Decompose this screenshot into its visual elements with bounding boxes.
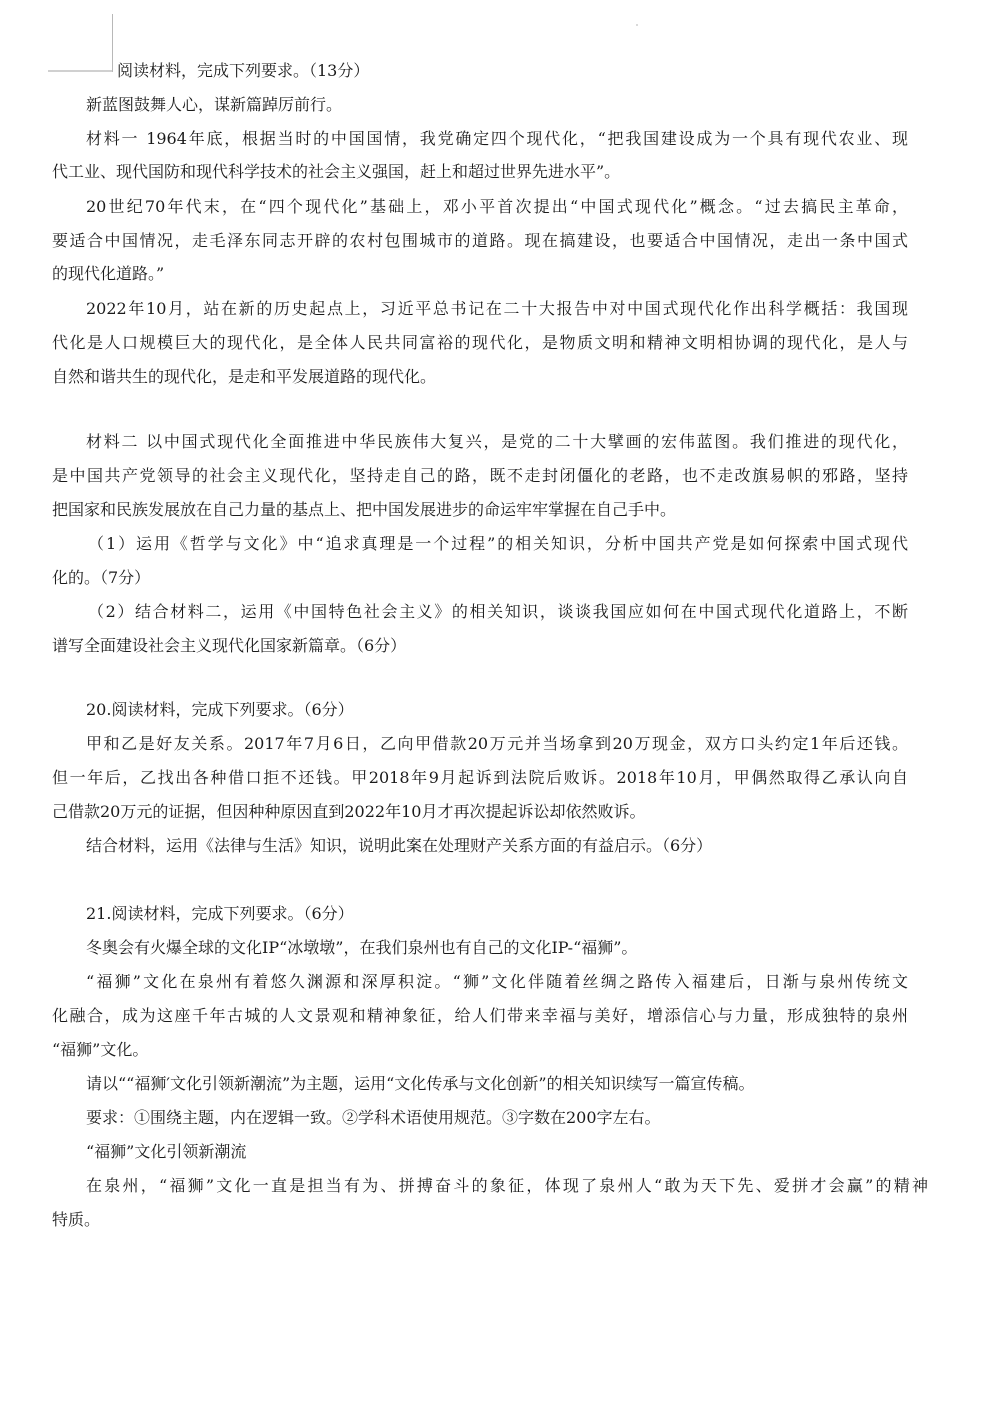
q21-paragraph1: 冬奥会有火爆全球的文化IP“冰墩墩”，在我们泉州也有自己的文化IP-“福狮”。	[86, 938, 638, 957]
q19-material2-line3: 把国家和民族发展放在自己力量的基点上、把中国发展进步的命运牢牢掌握在自己手中。	[52, 500, 677, 519]
q20-body-line2: 但一年后，乙找出各种借口拒不还钱。甲2018年9月起诉到法院后败诉。2018年10月，甲偶然取得乙承认向自	[52, 768, 908, 787]
scan-smudge	[48, 70, 112, 72]
q21-essay-line2: 特质。	[52, 1210, 101, 1229]
q20-task: 结合材料，运用《法律与生活》知识，说明此案在处理财产关系方面的有益启示。（6分）	[86, 836, 713, 855]
q21-requirements: 要求：①围绕主题，内在逻辑一致。②学科术语使用规范。③字数在200字左右。	[86, 1108, 661, 1127]
q21-paragraph2-line3: “福狮”文化。	[52, 1040, 149, 1059]
q19-subquestion2-line2: 谱写全面建设社会主义现代化国家新篇章。（6分）	[52, 636, 407, 655]
q19-intro: 阅读材料，完成下列要求。（13分）	[117, 61, 370, 80]
q19-material1-p2-line2: 要适合中国情况，走毛泽东同志开辟的农村包围城市的道路。现在搞建设，也要适合中国情况，走出一条中国式	[52, 231, 908, 250]
q21-prompt: 请以““福狮′文化引领新潮流”为主题，运用“文化传承与文化创新”的相关知识续写一篇宣传稿。	[86, 1074, 755, 1093]
q19-material1-line2: 代工业、现代国防和现代科学技术的社会主义强国，赶上和超过世界先进水平”。	[52, 162, 621, 181]
q21-paragraph2-line2: 化融合，成为这座千年古城的人文景观和精神象征，给人们带来幸福与美好，增添信心与力量，形成独特的泉州	[52, 1006, 908, 1025]
q19-material1-p2-line1: 20世纪70年代末，在“四个现代化”基础上，邓小平首次提出“中国式现代化”概念。“过去搞民主革命，	[86, 197, 908, 216]
q21-essay-line1: 在泉州，“福狮”文化一直是担当有为、拼搏奋斗的象征，体现了泉州人“敢为天下先、爱拼才会赢”的精神	[86, 1176, 928, 1195]
q21-title: 21.阅读材料，完成下列要求。（6分）	[86, 904, 354, 923]
scan-margin-line	[112, 14, 113, 72]
q19-subquestion2-line1: （2）结合材料二，运用《中国特色社会主义》的相关知识，谈谈我国应如何在中国式现代化道路上，不断	[88, 602, 908, 621]
q19-material2-line2: 是中国共产党领导的社会主义现代化，坚持走自己的路，既不走封闭僵化的老路，也不走改旗易帜的邪路，坚持	[52, 466, 908, 485]
q19-subquestion1-line2: 化的。（7分）	[52, 568, 151, 587]
q19-theme: 新蓝图鼓舞人心，谋新篇踔厉前行。	[86, 95, 343, 114]
q21-paragraph2-line1: “福狮”文化在泉州有着悠久渊源和深厚积淀。“狮”文化伴随着丝绸之路传入福建后，日渐与泉州传统文	[86, 972, 908, 991]
q19-material1-p3-line2: 代化是人口规模巨大的现代化，是全体人民共同富裕的现代化，是物质文明和精神文明相协调的现代化，是人与	[52, 333, 908, 352]
q19-material1-p2-line3: 的现代化道路。”	[52, 264, 165, 283]
q21-essay-title: “福狮”文化引领新潮流	[86, 1142, 247, 1161]
q19-material1-line1: 材料一 1964年底，根据当时的中国国情，我党确定四个现代化，“把我国建设成为一个具有现代农业、现	[86, 129, 908, 148]
scan-speck	[636, 24, 638, 26]
q19-subquestion1-line1: （1）运用《哲学与文化》中“追求真理是一个过程”的相关知识，分析中国共产党是如何探索中国式现代	[88, 534, 908, 553]
q19-material1-p3-line1: 2022年10月，站在新的历史起点上，习近平总书记在二十大报告中对中国式现代化作出科学概括：我国现	[86, 299, 908, 318]
q20-body-line1: 甲和乙是好友关系。2017年7月6日，乙向甲借款20万元并当场拿到20万现金，双方口头约定1年后还钱。	[86, 734, 908, 753]
q20-title: 20.阅读材料，完成下列要求。（6分）	[86, 700, 354, 719]
q19-material1-p3-line3: 自然和谐共生的现代化，是走和平发展道路的现代化。	[52, 367, 437, 386]
q19-material2-line1: 材料二 以中国式现代化全面推进中华民族伟大复兴，是党的二十大擘画的宏伟蓝图。我们推进的现代化，	[86, 432, 908, 451]
q20-body-line3: 己借款20万元的证据，但因种种原因直到2022年10月才再次提起诉讼却依然败诉。	[52, 802, 646, 821]
